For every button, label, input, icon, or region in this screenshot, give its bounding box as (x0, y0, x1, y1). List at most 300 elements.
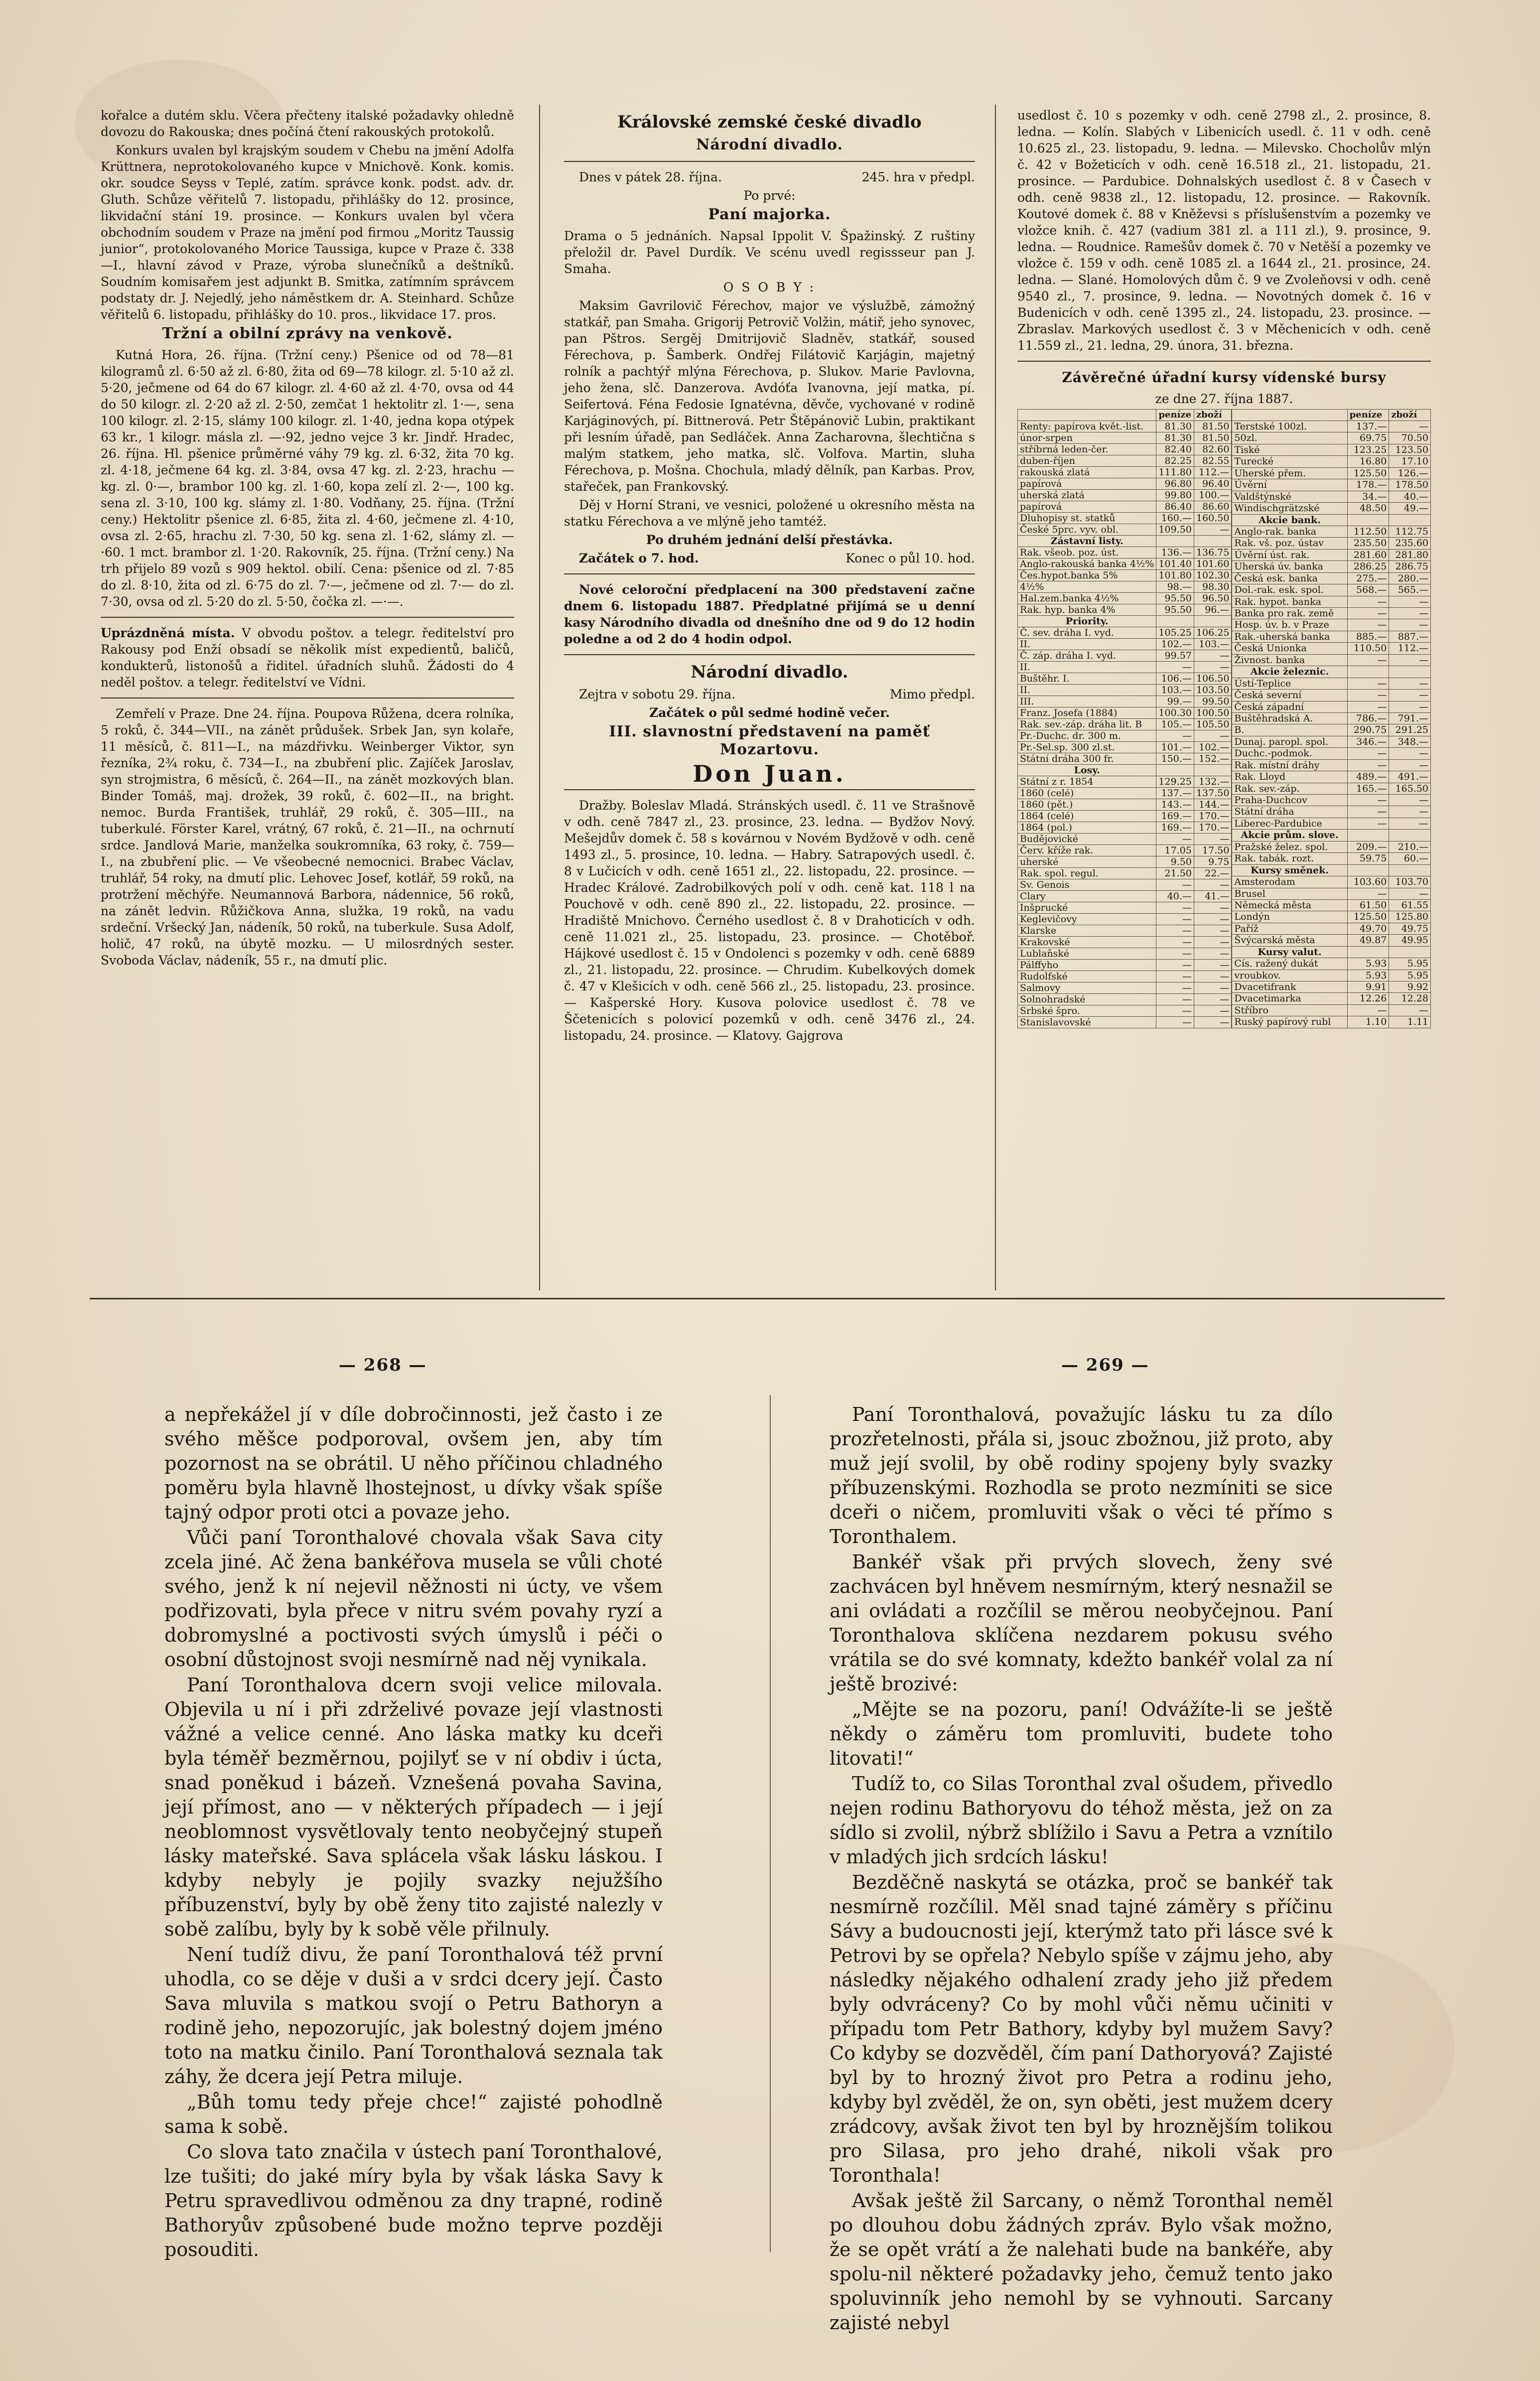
bourse-row (1232, 1004, 1431, 1016)
bourse-item-name: Česká esk. banka (1232, 572, 1347, 584)
bourse-money-value: 103.— (1156, 685, 1194, 696)
bourse-money-value: 17.05 (1156, 845, 1194, 856)
bourse-row (1232, 736, 1431, 747)
bourse-goods-value: — (1194, 662, 1231, 673)
bourse-money-value (1347, 514, 1389, 526)
bourse-item-name: stříbrná leden-čer. (1018, 444, 1156, 455)
bourse-money-value: 81.30 (1156, 421, 1194, 432)
bourse-row (1232, 526, 1431, 537)
bourse-item-name: papírová (1018, 501, 1156, 513)
bourse-item-name: Hal.zem.banka 4½% (1018, 593, 1156, 604)
column-1 (101, 107, 514, 1285)
bourse-section-title: Akcie prům. slove. (1232, 830, 1347, 841)
column-2 (564, 107, 975, 1285)
bourse-goods-value: 96.40 (1194, 478, 1231, 490)
bourse-row (1018, 639, 1232, 650)
column-header: peníze (1347, 410, 1389, 421)
bourse-item-name: Budějovické (1018, 834, 1156, 845)
novel-text-left (164, 1402, 663, 2260)
bourse-item-name: Stříbro (1232, 1004, 1347, 1016)
bourse-goods-value: 100.50 (1194, 707, 1231, 719)
bourse-money-value: 209.— (1347, 841, 1389, 852)
bourse-goods-value: 280.— (1389, 572, 1431, 584)
bourse-money-value (1156, 616, 1194, 627)
bourse-row (1232, 748, 1431, 759)
bourse-row (1232, 549, 1431, 560)
divider (564, 573, 975, 574)
bourse-item-name: České 5prc. vyv. obl. (1018, 524, 1156, 536)
bourse-row (1018, 524, 1232, 536)
bourse-goods-value: 1.11 (1389, 1016, 1431, 1028)
bourse-row (1232, 561, 1431, 572)
bourse-item-name: Česká Unionka (1232, 643, 1347, 654)
bourse-goods-value: — (1389, 608, 1431, 619)
bourse-money-value: 101.40 (1156, 559, 1194, 570)
paragraph: Co slova tato značila v ústech paní Toronthalové, lze tušiti; do jaké míry byla by však láska Savy k Petru spravedlivou odměnou za dny trapné, rodině Bathoryův způsobené bude možno teprve později posouditi. (164, 2141, 663, 2260)
bourse-item-name: Renty: papírova květ.-list. (1018, 421, 1156, 432)
bourse-goods-value: 5.95 (1389, 970, 1431, 981)
divider (101, 698, 514, 699)
bourse-goods-value: — (1194, 650, 1231, 662)
bourse-goods-value: 103.70 (1389, 876, 1431, 888)
market-reports-text: Kutná Hora, 26. října. (Tržní ceny.) Pšenice od od 78—81 kilogramů zl. 6·50 až zl. 6·80, žita od 69—78 kilogr. zl. 5·10 až zl. 5·20, ječmene od 64 do 67 kilogr. zl. 4·60 až zl. 4·70, ovsa od 44 do 50 kilogr. zl. 2·20 až zl. 2·50, zemčat 1 hektolitr zl. 1·—, sena 100 kilogr. zl. 2·15, slámy 100 kilogr. zl. 1·40, jedna kopa otýpek 63 kr., 1 kilogr. másla zl. —·92, jedno vejce 3 kr. Jindř. Hradec, 26. října. Hl. pšenice průměrné váhy 79 kg. zl. 6·32, žita 70 kg. zl. 4·18, ječmene 64 kg. zl. 3·84, ovsa 47 kg. zl. 2·23, hrachu — kg. zl. 0·—, brambor 100 kg. zl. 1·60, kopa zelí zl. 2·—, 100 kg. sena zl. 3·10, 100 kg. slámy zl. 1·80. Vodňany, 25. října. (Tržní ceny.) Hektolitr pšenice zl. 6·85, žita zl. 4·60, ječmene zl. 4·10, ovsa zl. 2·65, hrachu zl. 7·30, 50 kg. sena zl. 1·62, slámy zl. —·60. 1 mct. brambor zl. 1·20. Rakovník, 25. října. (Tržní ceny.) Na trh přijelo 89 vozů s 909 hektol. obilí. Cena: pšenice od zl. 7·85 do zl. 8·10, žita od zl. 6·75 do zl. 7·—, ječmene od zl. 7·— do zl. 7·30, ovsa od zl. 5·20 do zl. 5·50, čočka zl. —·—. (101, 348, 514, 609)
bourse-row (1018, 604, 1232, 616)
bourse-money-value: 69.75 (1347, 432, 1389, 444)
bourse-money-value: — (1347, 806, 1389, 818)
bourse-item-name: Duchc.-podmok. (1232, 748, 1347, 759)
bourse-row (1018, 960, 1232, 971)
bourse-money-value: 48.50 (1347, 503, 1389, 514)
bourse-goods-value: 60.— (1389, 853, 1431, 864)
bourse-item-name: 1864 (pol.) (1018, 822, 1156, 834)
bourse-section-title: Akcie železnic. (1232, 666, 1347, 678)
bourse-row (1232, 958, 1431, 970)
bourse-item-name: II. (1018, 639, 1156, 650)
bourse-table-right (1232, 409, 1431, 1028)
bourse-goods-value (1389, 830, 1431, 841)
column-header-name (1018, 410, 1156, 421)
bourse-money-value: 786.— (1347, 712, 1389, 724)
bourse-row (1232, 899, 1431, 911)
bourse-money-value: 112.50 (1347, 526, 1389, 537)
bourse-row (1018, 822, 1232, 834)
bourse-goods-value: 210.— (1389, 841, 1431, 852)
bourse-row (1018, 455, 1232, 467)
bourse-goods-value: 49.75 (1389, 923, 1431, 934)
paragraph: Tudíž to, co Silas Toronthal zval ošudem, přivedlo nejen rodinu Bathoryovu do téhož města, jež on za sídlo si zvolil, nýbrž sblížilo i Savu a Petra a vznítilo v mladých jich srdcích lásku! (830, 1773, 1333, 1868)
bourse-money-value: 86.40 (1156, 501, 1194, 513)
bourse-item-name: Buštěhr. I. (1018, 673, 1156, 685)
bourse-goods-value: — (1194, 1005, 1231, 1017)
bourse-money-value: 101.80 (1156, 570, 1194, 581)
bourse-row (1232, 783, 1431, 794)
bourse-item-name: Banka pro rak. země (1232, 608, 1347, 619)
bourse-goods-value: — (1389, 806, 1431, 818)
bourse-goods-value: — (1194, 960, 1231, 971)
bourse-item-name: Státní dráha (1232, 806, 1347, 818)
bourse-row (1018, 490, 1232, 501)
bourse-item-name: Franz. Josefa (1884) (1018, 707, 1156, 719)
bourse-row (1232, 491, 1431, 502)
bourse-money-value: 178.— (1347, 479, 1389, 491)
bourse-money-value: 105.— (1156, 719, 1194, 730)
bourse-goods-value: 112.75 (1389, 526, 1431, 537)
bourse-item-name: Švýcarská města (1232, 935, 1347, 946)
bourse-money-value (1347, 864, 1389, 876)
bourse-money-value: 110.50 (1347, 643, 1389, 654)
bourse-goods-value: — (1194, 971, 1231, 982)
bourse-goods-value: 160.50 (1194, 513, 1231, 524)
bourse-item-name: Dvacetifrank (1232, 981, 1347, 993)
bourse-item-name: 1860 (celé) (1018, 788, 1156, 799)
bourse-goods-value: — (1389, 421, 1431, 432)
bourse-row (1018, 501, 1232, 513)
bourse-goods-value: 112.— (1194, 467, 1231, 478)
bourse-money-value: 169.— (1156, 811, 1194, 822)
theatre-subtitle: Národní divadlo. (696, 136, 843, 153)
bourse-goods-value: — (1194, 1017, 1231, 1028)
bourse-money-value: 105.25 (1156, 627, 1194, 639)
bourse-item-name: Londýn (1232, 911, 1347, 923)
intermission-note: Po druhém jednání delší přestávka. (646, 533, 893, 547)
bourse-goods-value: — (1389, 701, 1431, 712)
bourse-row (1018, 845, 1232, 856)
bourse-row (1018, 1005, 1232, 1017)
bourse-money-value: 143.— (1156, 799, 1194, 811)
bourse-item-name: III. (1018, 696, 1156, 707)
bourse-row (1232, 456, 1431, 467)
bourse-item-name: Anglo-rakouská banka 4½% (1018, 559, 1156, 570)
bourse-money-value: 885.— (1347, 631, 1389, 642)
bourse-money-value: — (1156, 948, 1194, 960)
bourse-money-value: — (1156, 982, 1194, 994)
bourse-goods-value: — (1194, 982, 1231, 994)
bourse-money-value: 123.25 (1347, 444, 1389, 455)
bourse-goods-value: 144.— (1194, 799, 1231, 811)
bourse-money-value: 169.— (1156, 822, 1194, 834)
bourse-money-value: — (1156, 662, 1194, 673)
bourse-row (1232, 619, 1431, 631)
bourse-row (1018, 925, 1232, 937)
bourse-row (1232, 888, 1431, 899)
bourse-section-title: Akcie bank. (1232, 514, 1347, 526)
bourse-money-value: 5.93 (1347, 970, 1389, 981)
bourse-goods-value: 9.92 (1389, 981, 1431, 993)
intro-text: kořalce a dutém sklu. Včera přečteny italské požadavky ohledně dovozu do Rakouska; dnes počíná čtení rakouských protokolů. (101, 108, 514, 139)
bourse-item-name: Clary (1018, 891, 1156, 902)
bourse-row (1018, 788, 1232, 799)
bourse-item-name: Červ. kříže rak. (1018, 845, 1156, 856)
bourse-money-value: — (1156, 937, 1194, 948)
bourse-goods-value: 17.10 (1389, 456, 1431, 467)
bourse-goods-value: — (1389, 596, 1431, 607)
bourse-item-name: Státní dráha 300 fr. (1018, 753, 1156, 765)
auctions-text: Dražby. Boleslav Mladá. Stránských usedl. č. 11 ve Strašnově v odh. ceně 7847 zl., 23. prosince, 23. ledna. — Bydžov Nový. Mešejdův domek č. 58 s kovárnou v Novém Bydžově v odh. ceně 1493 zl., 5. prosince, 10. ledna. — Habry. Satrapových usedl. č. 8 v Lučicích v odh. ceně 1651 zl., 22. listopadu, 22. prosince. — Hradec Králové. Zadrobilkových polí v odh. ceně kat. 118 l na Pouchově v odh. ceně 890 zl., 22. listopadu, 22. prosince. — Hradiště Mnichovo. Černého usedlost č. 8 v Drahoticích v odh. ceně 11.021 zl., 25. listopadu, 23. prosince. — Chotěboř. Hájkové usedlost č. 15 v Ondolenci s pozemky v odh. ceně 6889 zl., 21. listopadu, 22. prosince. — Chrudim. Kubelkových domek č. 47 v Klešicích v odh. ceně 566 zl., 25. listopadu, 23. prosince. — Kašperské Hory. Kusova polovice usedlost č. 78 ve Ščetenicích s polovicí pozemků v odh. ceně 3476 zl., 24. listopadu, 24. prosince. — Klatovy. Gajgrova (564, 798, 975, 1043)
paragraph: Avšak ještě žil Sarcany, o němž Toronthal neměl po dlouhou dobu žádných zpráv. Bylo však možno, že se opět vrátí a že nalehati bude na bankéře, aby spolu-nil některé požadavky jeho, čemuž tento jako spoluvinník jeho nemohl by se vyhnouti. Sarcany zajisté nebyl (830, 2190, 1333, 2334)
bourse-row (1018, 513, 1232, 524)
bankruptcy-notice: Konkurs uvalen byl krajským soudem v Chebu na jmění Adolfa Krüttnera, neprotokolovaného kupce v Mnichově. Konk. komis. okr. soudce Seyss v Teplé, zatím. správce konk. podst. adv. dr. Gluth. Schůze věřitelů 7. listopadu, přihlášky do 12. prosince, likvidační stání 19. prosince. — Konkurs uvalen byl včera obchodním soudem v Praze na jmění pod firmou „Moritz Taussig junior“, protokolovaného Morice Taussiga, kupce v Praze č. 338—I., hlavní závod v Praze, výroba slunečníků a deštníků. Soudním komisařem jest adjunkt B. Smitka, zatímním správcem podstaty dr. J. Nejedlý, jeho náměstkem dr. A. Steinhard. Schůze věřitelů 6. listopadu, přihlášky do 10. pros., likvidace 17. pros. (101, 143, 514, 322)
bourse-row (1232, 584, 1431, 596)
bourse-row (1018, 536, 1232, 547)
bourse-goods-value (1389, 666, 1431, 678)
divider (564, 789, 975, 790)
bourse-money-value: — (1156, 1017, 1194, 1028)
bourse-money-value: — (1156, 960, 1194, 971)
date-line: Dnes v pátek 28. října. (579, 170, 722, 184)
bourse-money-value: 125.50 (1347, 911, 1389, 923)
bourse-row (1018, 662, 1232, 673)
bourse-money-value: 95.50 (1156, 593, 1194, 604)
bourse-row (1232, 643, 1431, 654)
bourse-goods-value: 165.50 (1389, 783, 1431, 794)
bourse-item-name: Rak. hyp. banka 4% (1018, 604, 1156, 616)
bourse-goods-value: — (1389, 678, 1431, 689)
bourse-money-value: 99.57 (1156, 650, 1194, 662)
bourse-goods-value: 105.50 (1194, 719, 1231, 730)
bourse-goods-value: 170.— (1194, 811, 1231, 822)
bourse-row (1018, 673, 1232, 685)
subscription-notice: Nové celoroční předplacení na 300 představení začne dnem 6. listopadu 1887. Předplatné přijímá se u denní kasy Národního divadla od dnešního dne od 9 do 12 hodin poledne a od 2 do 4 hodin odpol. (564, 582, 975, 646)
bourse-section-title: Priority. (1018, 616, 1156, 627)
bourse-item-name: Rak. sev.-záp. (1232, 783, 1347, 794)
bourse-row (1232, 503, 1431, 514)
bourse-row (1232, 631, 1431, 642)
bourse-row (1018, 559, 1232, 570)
bourse-money-value: — (1156, 834, 1194, 845)
bourse-row (1232, 864, 1431, 876)
bourse-goods-value: — (1389, 1004, 1431, 1016)
bourse-money-value: 5.93 (1347, 958, 1389, 970)
bourse-item-name: 50zl. (1232, 432, 1347, 444)
bourse-item-name: vroubkov. (1232, 970, 1347, 981)
bourse-row (1018, 421, 1232, 432)
bourse-row (1018, 627, 1232, 639)
column-divider (995, 105, 996, 1290)
bourse-row (1232, 759, 1431, 771)
bourse-goods-value (1389, 946, 1431, 958)
bourse-goods-value (1194, 616, 1231, 627)
bourse-row (1232, 572, 1431, 584)
bourse-row (1018, 891, 1232, 902)
bourse-item-name: Rak. tabák. rozt. (1232, 853, 1347, 864)
bourse-goods-value: 82.60 (1194, 444, 1231, 455)
bourse-row (1018, 593, 1232, 604)
bourse-goods-value: 103.— (1194, 639, 1231, 650)
bourse-goods-value: 106.25 (1194, 627, 1231, 639)
bourse-goods-value: 103.50 (1194, 685, 1231, 696)
bourse-goods-value: 86.60 (1194, 501, 1231, 513)
bourse-item-name: Valdštýnské (1232, 491, 1347, 502)
bourse-item-name: Ústí-Teplice (1232, 678, 1347, 689)
bourse-goods-value: 112.— (1389, 643, 1431, 654)
bourse-item-name: Lublaňské (1018, 948, 1156, 960)
bourse-money-value: — (1347, 654, 1389, 666)
bourse-money-value: — (1156, 971, 1194, 982)
bourse-row (1232, 467, 1431, 479)
bourse-item-name: Buštěhradská A. (1232, 712, 1347, 724)
bourse-item-name: B. (1232, 724, 1347, 736)
bourse-row (1232, 946, 1431, 958)
bourse-row (1232, 666, 1431, 678)
bourse-money-value: — (1156, 1005, 1194, 1017)
bourse-goods-value: — (1389, 654, 1431, 666)
bourse-row (1232, 970, 1431, 981)
bourse-money-value: 1.10 (1347, 1016, 1389, 1028)
bourse-money-value: 286.25 (1347, 561, 1389, 572)
paragraph: Bezděčně naskytá se otázka, proč se bankéř tak nesmírně rozčílil. Měl snad tajné záměry s příčinu Sávy a budoucnosti její, kterýmž tato při lásce své k Petrovi by se opřela? Nebylo spíše v zájmu jeho, aby následky nějakého odhalení zrady jeho již předem byly odvráceny? Co by mohl vůči němu učiniti v případu tom Petr Bathory, kdyby byl mužem Savy? Co kdyby se dozvěděl, čím paní Dathoryová? Zajisté byl by to hrozný život pro Petra a rodinu jeho, kdyby byl zvěděl, že on, syn oběti, jest mužem dcery zrádcovy, avšak život ten byl by hroznějším tolikou pro Silasa, pro jeho drahé, nikoli však pro Toronthala! (830, 1871, 1333, 2186)
bourse-row (1018, 753, 1232, 765)
bourse-item-name: Rak. vš. poz. ústav (1232, 538, 1347, 549)
bourse-goods-value: 9.75 (1194, 856, 1231, 868)
bourse-money-value: — (1347, 678, 1389, 689)
bourse-row (1018, 467, 1232, 478)
bourse-row (1232, 981, 1431, 993)
bourse-goods-value: 98.30 (1194, 581, 1231, 593)
bourse-item-name: Windischgrätzské (1232, 503, 1347, 514)
bourse-item-name: Amsterodam (1232, 876, 1347, 888)
bourse-money-value: 49.87 (1347, 935, 1389, 946)
bourse-money-value: 81.30 (1156, 432, 1194, 444)
cast-list: Maksim Gavrilovič Férechov, major ve výslužbě, zámožný statkář, pan Smaha. Grigorij Petrovič Volžin, mátiř, jeho synovec, pan Pštros. Sergěj Dmitrijovič Sladněv, statkář, soused Férechova, p. Šamberk. Ondřej Filátovič Karjágin, majetný rolník a pachtýř mlýna Férechova, p. Slukov. Marie Pavlovna, jeho žena, slč. Danzerova. Avdóťa Ivanovna, její matka, pí. Seifertová. Féna Fedosie Ignatévna, děvče, vychované v rodině Karjáginových, pí. Bittnerová. Petr Štěpánovič Lubin, praktikant při lesním úřadě, pan Sedláček. Anna Zacharovna, šlechtična s malým statkem, jeho matka, slč. Volfova. Martin, sluha Férechova, p. Mošna. Chochula, mladý dělník, pan Karbas. Prov, stařeček, pan Frankovský. (564, 298, 975, 494)
bourse-money-value (1156, 536, 1194, 547)
bourse-goods-value: 132.— (1194, 776, 1231, 788)
bourse-item-name: Praha-Duchcov (1232, 795, 1347, 806)
bourse-row (1018, 971, 1232, 982)
bourse-money-value: 136.— (1156, 547, 1194, 559)
bourse-row (1232, 795, 1431, 806)
bourse-goods-value: 178.50 (1389, 479, 1431, 491)
bourse-row (1018, 685, 1232, 696)
bourse-money-value: 109.50 (1156, 524, 1194, 536)
bourse-item-name: Ruský papírový rubl (1232, 1016, 1347, 1028)
bourse-money-value: 137.— (1347, 421, 1389, 432)
bourse-item-name: Solnohradské (1018, 994, 1156, 1005)
bourse-item-name: uherské (1018, 856, 1156, 868)
bourse-tables (1017, 409, 1431, 1028)
bourse-item-name: Rak. spol. regul. (1018, 868, 1156, 879)
bourse-row (1018, 902, 1232, 914)
bourse-goods-value: 96.50 (1194, 593, 1231, 604)
bourse-goods-value: 170.— (1194, 822, 1231, 834)
bourse-row (1232, 608, 1431, 619)
bourse-item-name: II. (1018, 685, 1156, 696)
bourse-table-left (1017, 409, 1232, 1028)
bourse-row (1232, 701, 1431, 712)
bourse-goods-value (1194, 536, 1231, 547)
bourse-money-value: 489.— (1347, 771, 1389, 783)
bourse-goods-value: 281.80 (1389, 549, 1431, 560)
page-number-left: — 268 — (339, 1355, 427, 1375)
bourse-row (1018, 432, 1232, 444)
bourse-money-value: 106.— (1156, 673, 1194, 685)
bourse-goods-value: 17.50 (1194, 845, 1231, 856)
play-description: Drama o 5 jednáních. Napsal Ippolit V. Špažinský. Z ruštiny přeložil dr. Pavel Durdík. Ve scénu uvedl regissseur pan J. Smaha. (564, 229, 975, 276)
bourse-money-value: 9.91 (1347, 981, 1389, 993)
bourse-money-value: 150.— (1156, 753, 1194, 765)
bourse-item-name: Inšprucké (1018, 902, 1156, 914)
bourse-item-name: Rak.-uherská banka (1232, 631, 1347, 642)
deaths-text: Zemřelí v Praze. Dne 24. října. Poupova Růžena, dcera rolníka, 5 roků, č. 344—VII., na zánět průdušek. Srbek Jan, syn kolaře, 11 měsíců, č. 811—I., na mázdřivku. Weinberger Viktor, syn řezníka, 2¾ roku, č. 734—I., na zbubření plic. Zajíček Jaroslav, syn strojmistra, 6 měsíců, č. 264—II., na zánět mozkových blan. Binder Tomáš, maj. drožek, 39 roků, č. 602—II., na bright. nemoc. Burda František, truhlář, 29 roků, č. 305—III., na tuberkulé. Förster Karel, vrátný, 67 roků, č. 21—II., na ochrnutí srdce. Jandlová Marie, manželka soukromníka, 63 roky, č. 759—I., na zbubření plic. — Ve všeobecné nemocnici. Brabec Václav, truhlář, 54 roky, na dmutí plic. Lehovec Josef, kotlář, 59 roků, na protržení měchýře. Neumannová Barbora, nádennice, 56 roků, na zánět ledvin. Růžičkova Anna, služka, 19 roků, na vadu srdeční. Vršecký Jan, nádeník, 50 roků, na tuberkule. Susa Adolf, holič, 47 roků, na úbytě mozku. — U milosrdných sester. Svoboda Václav, nádeník, 55 r., na dmutí plic. (101, 706, 514, 968)
bourse-goods-value: 5.95 (1389, 958, 1431, 970)
bourse-money-value: — (1347, 701, 1389, 712)
bourse-row (1018, 776, 1232, 788)
bourse-row (1232, 806, 1431, 818)
play-title: Paní majorka. (708, 206, 831, 223)
bourse-goods-value: — (1389, 690, 1431, 701)
bourse-money-value (1347, 946, 1389, 958)
bourse-goods-value: 101.60 (1194, 559, 1231, 570)
bourse-goods-value: 40.— (1389, 491, 1431, 502)
bourse-item-name: Rak. místní dráhy (1232, 759, 1347, 771)
bourse-item-name: Úvěrní (1232, 479, 1347, 491)
bourse-section-title: Kursy směnek. (1232, 864, 1347, 876)
divider (1017, 361, 1431, 362)
bourse-row (1232, 432, 1431, 444)
bourse-money-value: 102.— (1156, 639, 1194, 650)
bourse-section-title: Zástavní listy. (1018, 536, 1156, 547)
bourse-goods-value: 286.75 (1389, 561, 1431, 572)
bourse-row (1232, 771, 1431, 783)
bourse-money-value: 12.26 (1347, 993, 1389, 1004)
bourse-money-value: 125.50 (1347, 467, 1389, 479)
bourse-goods-value: — (1194, 879, 1231, 891)
bourse-item-name: Rak. sev.-záp. dráha lit. B (1018, 719, 1156, 730)
paragraph: Bankéř však při prvých slovech, ženy své zachvácen byl hněvem nesmírným, který nesnažil se ani ovládati a rozčílil se měrou neobyčejnou. Paní Toronthalova sklíčena nezdarem pokusu svého vrátila se do své komnaty, kdežto bankéř volal za ní ještě brozivé: (830, 1551, 1333, 1695)
bourse-item-name: Dluhopisy st. statků (1018, 513, 1156, 524)
bourse-money-value (1347, 830, 1389, 841)
bourse-money-value: 96.80 (1156, 478, 1194, 490)
bourse-item-name: Keglevičovy (1018, 914, 1156, 925)
bourse-item-name: únor-srpen (1018, 432, 1156, 444)
bourse-goods-value: 102.— (1194, 742, 1231, 753)
bourse-item-name: Uherské přem. (1232, 467, 1347, 479)
bourse-row (1018, 982, 1232, 994)
vacancies-title: Uprázdněná místa. (101, 626, 235, 640)
opera-title: Don Juan. (693, 760, 846, 787)
bourse-item-name: Dunaj. paropl. spol. (1232, 736, 1347, 747)
bourse-goods-value: 81.50 (1194, 432, 1231, 444)
bourse-money-value: 61.50 (1347, 899, 1389, 911)
bourse-row (1232, 654, 1431, 666)
bourse-row (1232, 421, 1431, 432)
bourse-goods-value: — (1194, 937, 1231, 948)
bourse-item-name: Dvacetimarka (1232, 993, 1347, 1004)
bourse-item-name: Uherská úv. banka (1232, 561, 1347, 572)
bourse-money-value: — (1156, 914, 1194, 925)
bourse-item-name: Úvěrní úst. rak. (1232, 549, 1347, 560)
bourse-money-value: 568.— (1347, 584, 1389, 596)
bourse-goods-value: — (1389, 748, 1431, 759)
bourse-money-value: 59.75 (1347, 853, 1389, 864)
bourse-item-name: Pr.-Duchc. dr. 300 m. (1018, 730, 1156, 742)
bourse-row (1018, 914, 1232, 925)
paragraph: Není tudíž divu, že paní Toronthalová též první uhodla, co se děje v duši a v srdci dcery její. Často Sava mluvila s matkou svojí o Petru Bathoryn a rodině jeho, nepozorujíc, jak bolestný dojem jméno toto na matku činilo. Paní Toronthalová seznala tak záhy, že dcera její Petra miluje. (164, 1944, 663, 2088)
start-time: Začátek o 7. hod. (579, 551, 699, 565)
bourse-item-name: Salmovy (1018, 982, 1156, 994)
bourse-date: ze dne 27. října 1887. (1155, 392, 1293, 406)
bourse-money-value: — (1156, 925, 1194, 937)
bourse-money-value: — (1156, 902, 1194, 914)
bourse-item-name: Brusel (1232, 888, 1347, 899)
bourse-goods-value: 126.— (1389, 467, 1431, 479)
bourse-money-value: 82.40 (1156, 444, 1194, 455)
paragraph: Paní Toronthalová, považujíc lásku tu za dílo prozřetelnosti, přála si, jsouc zbožnou, již proto, aby muž její svolil, by obě rodiny spojeny byly svazky příbuzenskými. Rozhodla se proto nezmíniti se sice dceři o ničem, promluviti však o věci té přímo s Toronthalem. (830, 1403, 1333, 1547)
bourse-money-value: — (1347, 1004, 1389, 1016)
bourse-item-name: uherská zlatá (1018, 490, 1156, 501)
column-3 (1017, 107, 1431, 1285)
bourse-row (1232, 514, 1431, 526)
bourse-goods-value: 291.25 (1389, 724, 1431, 736)
